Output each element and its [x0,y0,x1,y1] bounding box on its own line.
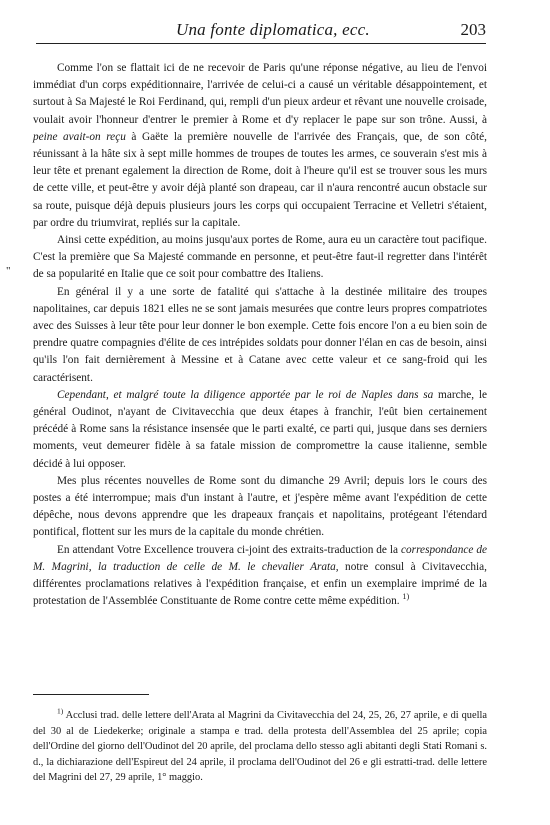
footnote-reference: 1) [402,592,410,602]
paragraph-5: Mes plus récentes nouvelles de Rome sont du dimanche 29 Avril; depuis lors le cours des postes a été interrompue; mais d'un instant à l'autre, et j'espère même avant l'expédition de cette dépêche, nous devons apprendre que les drapeaux français et napolitains, protégeant l'étendard pontifical, flottent sur les murs de la capitale du monde chrétien. [33,474,487,539]
header-title: Una fonte diplomatica, ecc. [176,20,370,39]
footnote [33,708,487,786]
paragraph-4-rest: marche, le général Oudinot, n'ayant de Civitavecchia que deux étapes à franchir, l'eût bien certainement précédé à Rome sans la résistance insensée que le parti exalté, ce parti qui, jusque dans ses derniers moments, veut demeurer fidèle à sa fatale mission de compromettre la cause italienne, semble décidé à lui opposer. [33,388,487,470]
paragraph-3: En général il y a une sorte de fatalité qui s'attache à la destinée militaire des troupes napolitaines, car depuis 1821 elles ne se sont jamais mesurées que contre leurs propres compatriotes avec des Suisses à leur tête pour leur donner le bon exemple. Cette fois encore l'on a eu bien soin de prendre quatre compagnies d'élite de ces intrépides soldats pour donner l'élan en cas de besoin, ainsi qu'ils l'on fait dernièrement à Messine et à Catane avec cette valeur et ce sang-froid qui les caractérisent. [33,285,487,384]
paragraph-1-rest: à Gaëte la première nouvelle de l'arrivée des Français, que, de son côté, réunissant à la hâte six à sept mille hommes de troupes de toutes les armes, ce souverain s'est mis à leur tête et prenant egalement la direction de Rome, doit à l'heure qu'il est se trouver sous les murs de cette ville, et peut-être y avoir déjà planté son drapeau, car il n'aura rencontré aucun obstacle sur sa route, puisque déjà depuis plusieurs jours les corps qui occupaient Terracine et Velletri s'étaient, par ordre du triumvirat, repliés sur la capitale. [33,130,487,229]
footnote-text: Acclusi trad. delle lettere dell'Arata al Magrini da Civitavecchia del 24, 25, 26, 27 aprile, e di quella del 30 al de Liedekerke; originale a stampa e trad. della protesta dell'Assemblea del 25 aprile; copia dell'Ordine del giorno dell'Oudinot del 20 aprile, del proclama dello stesso agli abitanti degli Stati Romani s. d., la dichiarazione dell'Espireut del 24 aprile, il proclama dell'Oudinot del 26 e gli estratti-trad. delle lettere del Magrini del 27, 29 aprile, 1° maggio. [33,710,487,784]
paragraph-1-italic: peine avait-on reçu [33,130,126,143]
header-rule [36,43,486,44]
body-text [33,60,487,611]
paragraph-4-italic: Cependant, et malgré toute la diligence apportée par le roi de Naples dans sa [57,388,434,401]
paragraph-1-text: Comme l'on se flattait ici de ne recevoir de Paris qu'une réponse négative, au lieu de l'envoi immédiat d'un corps expéditionnaire, l'arrivée de celui-ci a causé un véritable désappointement, et surtout à Sa Majesté le Roi Ferdinand, qui, rempli d'un pieux ardeur et rêvant une nouvelle croisade, voulait avoir l'honneur d'entrer le premier à Rome et d'y replacer le pape sur son trône. Aussi, à [33,62,487,126]
paragraph-6-italic: correspondance de M. Magrini, la traduction de celle de M. le chevalier Arata, [33,543,487,573]
footnote-paragraph [33,708,487,786]
margin-mark: " [6,265,11,277]
paragraph-1 [33,60,487,232]
paragraph-6 [33,542,487,611]
page-number: 203 [460,20,486,39]
paragraph-4 [33,387,487,473]
footnote-rule [33,694,149,695]
paragraph-6-text: En attendant Votre Excellence trouvera ci-joint des extraits-traduction de la [57,543,402,556]
paragraph-2: Ainsi cette expédition, au moins jusqu'aux portes de Rome, aura eu un caractère tout pacifique. C'est la première que Sa Majesté commande en personne, et peut-être faut-il regretter dans l'intérêt de sa popularité en Italie que ce soit pour combattre des Italiens. [33,234,487,281]
footnote-marker: 1) [57,706,64,716]
running-header [36,18,486,42]
paragraph-6-rest: notre consul à Civitavecchia, différentes proclamations relatives à l'expédition française, et enfin un exemplaire imprimé de la protestation de l'Assemblée Constituante de Rome contre cette même expédition. [33,560,487,608]
